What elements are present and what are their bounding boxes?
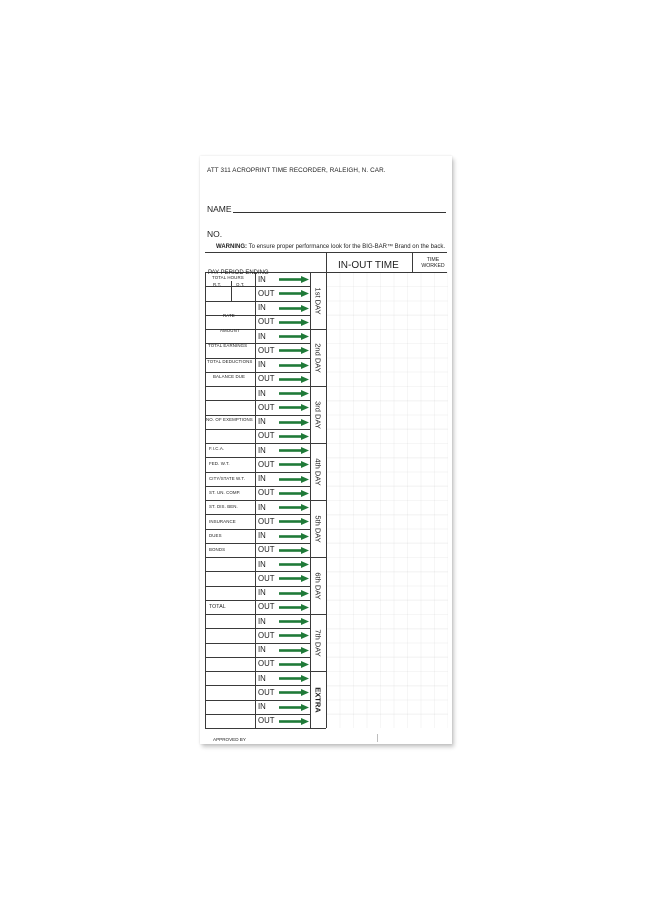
day-label-6 <box>310 557 325 614</box>
arrow-icon <box>278 404 310 411</box>
amount-label: AMOUNT <box>220 328 240 333</box>
day-separator <box>310 329 326 330</box>
arrow-icon <box>278 333 310 340</box>
row-separator <box>205 586 310 587</box>
row-separator <box>205 728 310 729</box>
out-label: OUT <box>258 459 275 469</box>
in-label: IN <box>258 702 266 711</box>
out-label: OUT <box>258 488 275 498</box>
fica-label: F.I.C.A. <box>209 446 225 451</box>
row-separator <box>205 500 310 501</box>
out-label: OUT <box>258 288 275 298</box>
arrow-icon <box>278 718 310 725</box>
arrow-icon <box>278 547 310 554</box>
day-label-8 <box>310 671 325 728</box>
arrow-icon <box>278 675 310 682</box>
insurance-label: INSURANCE <box>209 519 236 524</box>
arrow-icon <box>278 319 310 326</box>
row-separator <box>205 614 310 615</box>
city-state-wt-label: CITY/STATE W.T. <box>209 476 245 481</box>
bottom-tick <box>377 734 378 742</box>
out-label: OUT <box>258 345 275 355</box>
arrow-icon <box>278 390 310 397</box>
card-header-code: ATT 311 ACROPRINT TIME RECORDER, RALEIGH, N. CAR. <box>207 167 386 174</box>
day-separator <box>310 614 326 615</box>
st-un-comp-label: ST. UN. COMP. <box>209 490 241 495</box>
out-label: OUT <box>258 545 275 555</box>
day-separator <box>310 557 326 558</box>
day-label-text: 5th DAY <box>313 514 322 543</box>
arrow-icon <box>278 518 310 525</box>
rt-ot-divider <box>231 281 232 301</box>
row-separator <box>205 315 310 316</box>
out-label: OUT <box>258 431 275 441</box>
arrow-icon <box>278 376 310 383</box>
out-label: OUT <box>258 402 275 412</box>
out-label: OUT <box>258 687 275 697</box>
arrow-icon <box>278 504 310 511</box>
in-label: IN <box>258 303 266 312</box>
arrow-icon <box>278 347 310 354</box>
arrow-icon <box>278 433 310 440</box>
row-separator <box>205 700 310 701</box>
header-col-divider-2 <box>412 252 413 272</box>
in-label: IN <box>258 673 266 683</box>
row-separator <box>205 643 310 644</box>
arrow-icon <box>278 632 310 639</box>
in-label: IN <box>258 417 266 426</box>
arrow-icon <box>278 533 310 540</box>
rate-label: RATE <box>223 313 235 318</box>
day-separator <box>310 443 326 444</box>
row-separator <box>205 685 310 686</box>
arrow-icon <box>278 647 310 654</box>
row-separator <box>205 301 310 302</box>
in-label: IN <box>258 588 266 597</box>
day-label-text: 6th DAY <box>313 571 322 600</box>
row-separator <box>205 429 310 430</box>
in-label: IN <box>258 274 266 284</box>
day-label-text: 7th DAY <box>313 628 322 657</box>
out-label: OUT <box>258 716 275 726</box>
arrow-icon <box>278 276 310 283</box>
day-separator <box>310 386 326 387</box>
in-label: IN <box>258 388 266 398</box>
rt-label: R.T. <box>213 282 222 287</box>
day-label-1 <box>310 272 325 329</box>
arrow-icon <box>278 461 310 468</box>
time-worked-header: TIME WORKED <box>421 257 445 269</box>
day-label-text: 4th DAY <box>313 457 322 486</box>
row-separator <box>205 657 310 658</box>
row-separator <box>205 514 310 515</box>
dues-label: DUES <box>209 533 222 538</box>
out-label: OUT <box>258 630 275 640</box>
punch-grid <box>326 272 448 728</box>
arrow-icon <box>278 290 310 297</box>
ot-label: O.T. <box>236 282 245 287</box>
row-separator <box>205 671 310 672</box>
day-separator <box>310 671 326 672</box>
arrow-icon <box>278 447 310 454</box>
day-label-4 <box>310 443 325 500</box>
arrow-icon <box>278 661 310 668</box>
fed-wt-label: FED. W.T. <box>209 461 230 466</box>
row-separator <box>205 714 310 715</box>
row-separator <box>205 457 310 458</box>
bonds-label: BONDS <box>209 547 226 552</box>
in-label: IN <box>258 474 266 483</box>
arrow-icon <box>278 590 310 597</box>
row-separator <box>205 372 310 373</box>
row-separator <box>205 571 310 572</box>
row-separator <box>205 557 310 558</box>
in-label: IN <box>258 502 266 512</box>
in-out-time-header: IN-OUT TIME <box>338 260 399 271</box>
total-deductions-label: TOTAL DEDUCTIONS <box>207 359 253 364</box>
total-earnings-label: TOTAL EARNINGS <box>208 343 248 348</box>
row-separator <box>205 472 310 473</box>
arrow-icon <box>278 419 310 426</box>
st-dis-ben-label: ST. DIS. BEN. <box>209 504 238 509</box>
approved-by-label: APPROVED BY <box>213 737 246 742</box>
out-label: OUT <box>258 317 275 327</box>
out-label: OUT <box>258 602 275 612</box>
row-separator <box>205 443 310 444</box>
arrow-icon <box>278 305 310 312</box>
in-label: IN <box>258 559 266 569</box>
row-separator <box>205 543 310 544</box>
no-of-exemptions-label: NO. OF EXEMPTIONS <box>206 417 253 422</box>
number-label: NO. <box>207 229 223 239</box>
day-label-7 <box>310 614 325 671</box>
in-label: IN <box>258 360 266 369</box>
name-label: NAME <box>207 204 232 214</box>
row-separator <box>205 415 310 416</box>
arrow-icon <box>278 362 310 369</box>
in-label: IN <box>258 531 266 540</box>
balance-due-label: BALANCE DUE <box>213 374 246 379</box>
arrow-icon <box>278 689 310 696</box>
day-separator <box>310 500 326 501</box>
time-card <box>200 156 452 744</box>
in-label: IN <box>258 445 266 455</box>
arrow-icon <box>278 476 310 483</box>
day-label-5 <box>310 500 325 557</box>
total-hours-label: TOTAL HOURS <box>212 275 244 280</box>
row-separator <box>205 486 310 487</box>
row-separator <box>205 529 310 530</box>
in-label: IN <box>258 616 266 626</box>
arrow-icon <box>278 575 310 582</box>
arrow-icon <box>278 604 310 611</box>
arrow-icon <box>278 618 310 625</box>
header-col-divider <box>326 252 327 272</box>
arrow-icon <box>278 561 310 568</box>
day-label-text: 3rd DAY <box>313 400 322 429</box>
day-label-3 <box>310 386 325 443</box>
day-divider <box>326 272 327 728</box>
arrow-icon <box>278 490 310 497</box>
out-label: OUT <box>258 374 275 384</box>
in-label: IN <box>258 645 266 654</box>
in-label: IN <box>258 331 266 341</box>
row-separator <box>205 400 310 401</box>
name-field-line[interactable] <box>233 212 446 213</box>
out-label: OUT <box>258 573 275 583</box>
day-label-2 <box>310 329 325 386</box>
day-label-text: EXTRA <box>313 686 322 713</box>
day-label-text: 2nd DAY <box>313 342 322 373</box>
warning-bold: WARNING: <box>216 244 247 250</box>
warning-text <box>216 244 445 250</box>
pay-period-label: PAY PERIOD ENDING <box>208 270 269 276</box>
warning-body: To ensure proper performance look for the BIG-BAR™ Brand on the back. <box>248 244 445 250</box>
out-label: OUT <box>258 659 275 669</box>
row-separator <box>205 628 310 629</box>
arrow-icon <box>278 704 310 711</box>
row-separator <box>205 386 310 387</box>
out-label: OUT <box>258 516 275 526</box>
day-label-text: 1st DAY <box>313 287 322 314</box>
row-separator <box>205 600 310 601</box>
total-label: TOTAL <box>209 604 226 610</box>
